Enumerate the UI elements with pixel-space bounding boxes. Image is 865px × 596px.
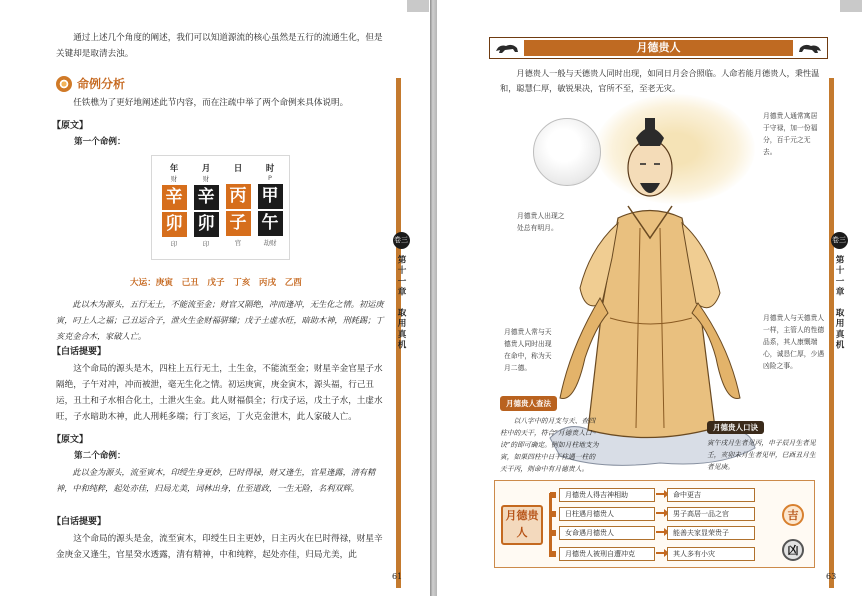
pillar-label: 日	[233, 163, 243, 173]
arrow-right-icon	[656, 531, 666, 533]
flow-result: 命中更吉	[667, 488, 755, 502]
bazi-pillar	[224, 162, 252, 247]
flow-condition: 女命遇月德贵人	[559, 526, 655, 540]
yuanwen-heading: 【原文】	[52, 121, 89, 131]
flow-bullet	[550, 530, 556, 536]
pillar-bottom-note: 劫财	[263, 239, 277, 247]
section-title: 命例分析	[77, 77, 126, 91]
flow-result: 其人多有小灾	[667, 547, 755, 561]
flow-condition: 日柱遇月德贵人	[559, 507, 655, 521]
fortune-flow-diagram	[494, 480, 815, 568]
left-page	[0, 0, 430, 596]
pillar-bottom-note: 印	[202, 240, 210, 248]
flow-bullet	[550, 551, 556, 557]
pillar-top-note: 财	[170, 175, 178, 183]
pillar-label: 时	[265, 163, 275, 173]
case-2-label: 第二个命例：	[74, 451, 126, 461]
flow-main-label: 月德贵人	[501, 505, 543, 545]
chapter-side-label	[824, 232, 854, 350]
page-title: 月德贵人	[524, 40, 793, 56]
heavenly-stem: 甲	[258, 184, 283, 209]
page-corner-tab[interactable]	[407, 0, 429, 12]
section-intro: 任铁樵为了更好地阐述此节内容，而在注疏中举了两个命例来具体说明。	[73, 98, 349, 108]
pillar-bottom-note: 印	[170, 240, 178, 248]
earthly-branch: 子	[226, 211, 251, 236]
bazi-pillar	[192, 162, 220, 248]
note-left-low: 月德贵人常与天德贵人同时出现在命中，称为天月二德。	[504, 328, 552, 372]
earthly-branch: 午	[258, 211, 283, 236]
flow-condition: 月德贵人被刑自遭冲克	[559, 547, 655, 561]
lotus-icon	[56, 76, 72, 92]
case-2-original: 此以金为源头，流至寅木，印绶生身更妙，巳时得禄，财又逢生，官星逢露，清有精神，中和纯粹，起处亦佳，归局尤美，词林出身，仕至道政，一生无险，名利双辉。	[56, 467, 376, 493]
pillar-bottom-note: 官	[234, 239, 242, 247]
flow-condition: 月德贵人得吉神相助	[559, 488, 655, 502]
case-1-label: 第一个命例：	[74, 137, 126, 147]
book-gutter	[430, 0, 437, 596]
heavenly-stem: 辛	[162, 185, 187, 210]
case-1-original: 此以木为源头，五行无土，不能流至金；财官又隔绝，冲而逢冲，无生化之情。初运庚寅，叼上人之福；己丑运合子，泄火生金财福骈臻；戊子土虚水旺，暗助木神，刑耗踢；丁亥克金合木，家破人亡。	[56, 299, 384, 341]
flow-result: 男子高居一品之官	[667, 507, 755, 521]
intro-paragraph: 月德贵人一般与天德贵人同时出现，如同日月会合照临。人命若能月德贵人，秉性温和，聪慧仁厚，敏锐果决，官所不至，至老无灾。	[500, 68, 820, 93]
secret-tag: 月德贵人口诀	[707, 421, 764, 434]
arrow-right-icon	[656, 552, 666, 554]
chapter-side-label	[386, 232, 416, 350]
heavenly-stem: 辛	[194, 185, 219, 210]
title-banner	[489, 37, 828, 59]
pillar-label: 月	[201, 163, 211, 173]
baihua-heading: 【白话提要】	[52, 347, 107, 357]
bazi-chart	[151, 155, 290, 260]
flow-bullet	[550, 511, 556, 517]
earthly-branch: 卯	[162, 212, 187, 237]
arrow-right-icon	[656, 493, 666, 495]
yuanwen-heading-2: 【原文】	[52, 435, 89, 445]
note-top-right: 月德贵人通常寓居于守禄，加一份福分，百千元之无去。	[763, 112, 818, 156]
intro-paragraph: 通过上述几个角度的阐述，我们可以知道源流的核心虽然是五行的流通生化，但是关键却是取清去浊。	[56, 33, 383, 59]
case-2-plain: 这个命局的源头是金，流至寅木，印绶生日主更妙，日主丙火在巳时得禄，财星辛金庚金又逢生，官星癸水透露，清有精神，中和纯粹，起处亦佳，归局尤美，此	[56, 534, 383, 560]
chapter-number: 卷三	[831, 232, 848, 249]
flow-bullet	[550, 492, 556, 498]
section-heading	[56, 75, 125, 92]
auspicious-badge: 吉	[782, 504, 804, 526]
tiger-icon	[796, 40, 824, 56]
arrow-right-icon	[656, 512, 666, 514]
page-number: 61	[392, 572, 403, 581]
flow-result: 能善夫家显荣贵子	[667, 526, 755, 540]
note-right-mid: 月德贵人与天德贵人一样，主管人的性德品系，其人康慨端心，诚恳仁厚，少遇凶险之事。	[763, 314, 825, 370]
secret-formula	[707, 415, 819, 473]
secret-text: 寅午戌月生者见丙，申子辰月生者见壬，亥卯未月生者见甲，巳酉丑月生者见庚。	[707, 439, 816, 471]
baihua-heading-2: 【白话提要】	[52, 517, 107, 527]
dayun-line: 大运：庚寅 己丑 戊子 丁亥 丙戌 乙酉	[130, 278, 302, 288]
case-1-plain: 这个命局的源头是木，四柱上五行无土，土生金，不能流至金；财星辛金官星子水隔绝，子午对冲，冲而被泄，毫无生化之情。初运庚寅，庚金寅木，源头福，行己丑运，丑土和子水相合化土，土泄火生金。此人财福俱全；行戊子运，戊土子水，土虚水旺，子水暗助木神，此人刑耗多端；行丁亥运，丁火克金泄木，此人家破人亡。	[56, 364, 383, 422]
rule-text: 以八字中的月支与天、查四柱中的天干，符合“月德贵人口诀”的即可确定。例如月柱地支为寅，如果四柱中日干柱遇一柱的天干丙，则命中有月德贵人。	[500, 417, 599, 473]
bazi-pillar	[160, 162, 188, 248]
heavenly-stem: 丙	[226, 184, 251, 209]
rule-tag: 月德贵人查法	[500, 396, 557, 411]
chapter-title: 第十一章 取用真机	[396, 255, 406, 351]
pillar-top-note	[224, 174, 252, 182]
note-left: 月德贵人出现之处总有明月。	[517, 212, 565, 232]
pillar-top-note: 财	[202, 175, 210, 183]
page-number: 63	[826, 572, 837, 581]
pillar-label: 年	[169, 163, 179, 173]
inauspicious-badge: 凶	[782, 539, 804, 561]
chapter-number: 卷三	[393, 232, 410, 249]
bazi-pillar	[256, 162, 284, 247]
tiger-icon	[493, 40, 521, 56]
earthly-branch: 卯	[194, 212, 219, 237]
pillar-top-note: P	[268, 174, 272, 182]
lookup-rule	[500, 396, 600, 475]
flow-connector	[549, 493, 552, 557]
page-corner-tab[interactable]	[840, 0, 862, 12]
chapter-title: 第十一章 取用真机	[834, 255, 844, 351]
